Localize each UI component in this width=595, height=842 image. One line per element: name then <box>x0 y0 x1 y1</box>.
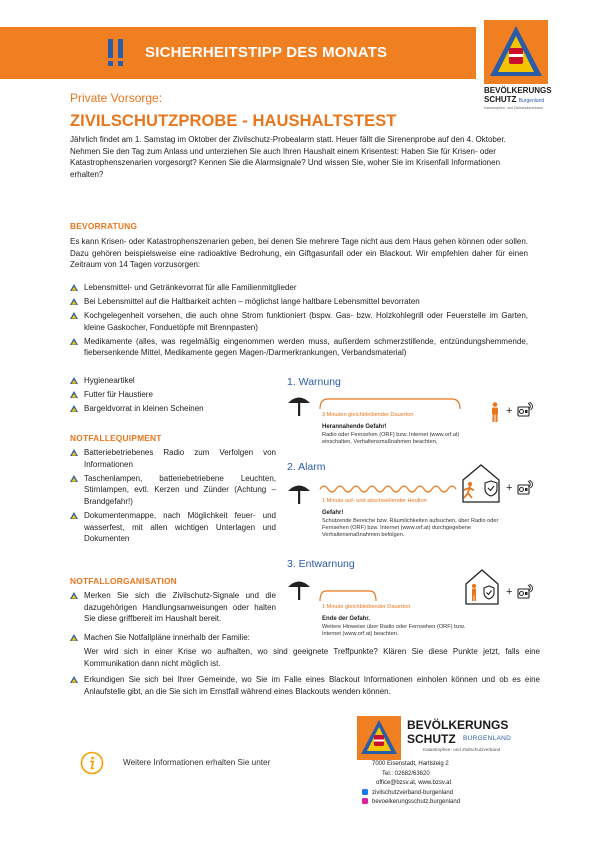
banner-title: SICHERHEITSTIPP DES MONATS <box>145 44 388 61</box>
logo-emblem <box>484 20 548 84</box>
bullet-triangle-icon <box>70 377 78 384</box>
siren-signals-diagram <box>284 372 534 642</box>
info-icon <box>80 751 104 775</box>
heading-notfallequipment: NOTFALLEQUIPMENT <box>70 433 162 443</box>
bullet-triangle-icon <box>70 312 78 319</box>
list-item: Dokumentenmappe, nach Möglichkeit feuer- und wasserfest, mit allen wichtigen Unterlagen und Dokumenten <box>70 510 276 545</box>
list-item: Machen Sie Notfallpläne innerhalb der Familie: <box>70 632 538 644</box>
logo-line1: BEVÖLKERUNGS <box>484 86 552 95</box>
bullet-triangle-icon <box>70 449 78 456</box>
plus-sign: + <box>506 586 513 598</box>
bullet-triangle-icon <box>70 338 78 345</box>
article-intro: Jährlich findet am 1. Samstag im Oktober der Zivilschutz-Probealarm statt. Heuer fällt die Sirenenprobe auf den 4. Oktober. Nehmen Sie den Tag zum Anlass und unterziehen Sie auch Ihren Haushalt einem Krisentest: Haben Sie für Krisen- oder Katastrophenszenarien vorgesorgt? Kennen Sie die Alarmsignale? Und wissen Sie, woher Sie im Krisenfall Informationen erhalten? <box>70 135 506 179</box>
list-item: Batteriebetriebenes Radio zum Verfolgen von Informationen <box>70 447 276 470</box>
signal-2-label: Gefahr! <box>322 510 344 516</box>
article-eyebrow: Private Vorsorge: <box>70 91 163 105</box>
signal-1-label: Herannahende Gefahr! <box>322 424 387 430</box>
signal-3-label: Ende der Gefahr. <box>322 616 371 622</box>
plus-sign: + <box>506 482 513 494</box>
instagram-link[interactable]: bevoelkerungsschutz.burgenland <box>362 798 522 808</box>
bullet-triangle-icon <box>70 298 78 305</box>
list-item: Bei Lebensmittel auf die Haltbarkeit achten – möglichst lange haltbare Lebensmittel bevorraten <box>70 296 528 308</box>
signal-3-desc: Weitere Hinweise über Radio oder Fernsehen (ORF) bzw. Internet (www.orf.at) beachten. <box>322 624 466 637</box>
list-item: Erkundigen Sie sich bei Ihrer Gemeinde, wo Sie im Falle eines Blackout Informationen einholen können und ob es eine Anlaufstelle gibt, an die Sie sich im Ernstfall während eines Blackouts wenden können. <box>70 674 540 697</box>
list-item: Bargeldvorrat in kleinen Scheinen <box>70 403 270 415</box>
signal-2-desc: Schützende Bereiche bzw. Räumlichkeiten aufsuchen, über Radio oder Fernsehen (ORF) bzw. Internet (www.orf.at) durchgegebene Verhaltensmaßnahmen befolgen. <box>322 518 499 538</box>
header-banner <box>0 27 476 79</box>
footer-logo-subtitle: Katastrophen- und Zivilschutzverband <box>423 747 501 752</box>
house-safe-icon <box>464 568 500 606</box>
house-shelter-icon <box>460 462 502 504</box>
equipment-list <box>70 447 276 547</box>
list-item: Medikamente (alles, was regelmäßig eingenommen werden muss, außerdem schmerzstillende, entzündungshemmende, fiebersenkende Mittel, Medikamente gegen Magen-/Darmerkrankungen, Verbandsmaterial) <box>70 336 528 359</box>
shield-triangle-icon <box>484 20 548 84</box>
bevorratung-text: Es kann Krisen- oder Katastrophenszenarien geben, bei denen Sie mehrere Tage nicht aus dem Haus gehen können oder sollen. Dazu gehören beispielsweise eine radioaktive Bedrohung, ein Giftgasunfall oder ein Blackout. Wir empfehlen daher für einen Zeitraum von 14 Tagen vorzusorgen: <box>70 237 528 270</box>
bullet-triangle-icon <box>70 405 78 412</box>
phone: Tel.: 02682/63620 <box>382 770 430 777</box>
heading-bevorratung: BEVORRATUNG <box>70 221 138 231</box>
siren-icon <box>287 482 311 504</box>
logo-emblem-icon <box>357 716 401 760</box>
footer-logo <box>357 716 517 760</box>
list-item: Merken Sie sich die Zivilschutz-Signale und die dazugehörigen Handlungsanweisungen oder halten Sie diese griffbereit im Haushalt bereit. <box>70 590 276 625</box>
signal-3-caption: 1 Minute gleichbleibender Dauerton <box>322 604 411 610</box>
bullet-triangle-icon <box>70 634 78 641</box>
signal-1-desc: Radio oder Fernsehen (ORF) bzw. Internet (www.orf.at) einschalten, Verhaltensmaßnahmen beachten. <box>322 432 460 445</box>
footer-logo-region: BURGENLAND <box>463 735 512 742</box>
siren-icon <box>287 578 311 600</box>
wailing-tone-graph <box>318 482 462 496</box>
steady-tone-graph <box>318 396 462 410</box>
footer-logo-line1: BEVÖLKERUNGS <box>407 718 509 732</box>
list-item: Taschenlampen, batteriebetriebene Leuchten, Stirnlampen, evtl. Kerzen und Zünder (Achtung – Brandgefahr!) <box>70 473 276 508</box>
bullet-triangle-icon <box>70 676 78 683</box>
logo-subtitle: Katastrophen- und Zivilschutzverband <box>484 106 543 110</box>
signal-3-title: 3. Entwarnung <box>287 558 355 570</box>
signal-2-title: 2. Alarm <box>287 461 326 473</box>
bullet-triangle-icon <box>70 284 78 291</box>
list-item: Hygieneartikel <box>70 375 270 387</box>
signal-1-title: 1. Warnung <box>287 376 341 388</box>
exclamation-icon <box>105 38 127 68</box>
organisation-continuation: Wer wird sich in einer Krise wo aufhalten, wo sind geeignete Treffpunkte? Klären Sie diese Punkte jetzt, falls eine Kommunikation dann nicht möglich ist. <box>84 647 540 668</box>
contact-block <box>362 760 522 808</box>
organisation-list-a <box>70 590 276 627</box>
signal-1-caption: 3 Minuten gleichbleibender Dauerton <box>322 412 414 418</box>
bevorratung-short-list <box>70 375 270 417</box>
article-title: ZIVILSCHUTZPROBE - HAUSHALTSTEST <box>70 112 397 130</box>
plus-sign: + <box>506 405 513 417</box>
bullet-triangle-icon <box>70 475 78 482</box>
facebook-link[interactable]: zivilschutzverband-burgenland <box>362 789 522 799</box>
logo-region: Burgenland <box>518 98 545 104</box>
list-item: Lebensmittel- und Getränkevorrat für alle Familienmitglieder <box>70 282 528 294</box>
logo-line2: SCHUTZ <box>484 95 517 104</box>
radio-icon <box>517 584 533 600</box>
facebook-icon <box>362 789 368 795</box>
steady-tone-graph <box>318 588 378 602</box>
bevorratung-list <box>70 282 528 362</box>
person-icon <box>490 402 500 422</box>
address: 7000 Eisenstadt, Hartlsteig 2 <box>372 761 449 767</box>
list-item: Kochgelegenheit vorsehen, die auch ohne Strom funktioniert (bspw. Gas- bzw. Holzkohlegrill oder Feuerstelle im Garten, kleine Gaskocher, Fonduetöpfe mit Brennpasten) <box>70 310 528 333</box>
bullet-triangle-icon <box>70 512 78 519</box>
siren-icon <box>287 394 311 416</box>
footer-logo-line2: SCHUTZ <box>407 732 456 746</box>
radio-icon <box>517 402 533 418</box>
list-item: Futter für Haustiere <box>70 389 270 401</box>
heading-notfallorganisation: NOTFALLORGANISATION <box>70 576 177 586</box>
bullet-triangle-icon <box>70 592 78 599</box>
signal-2-caption: 1 Minute auf- und abschwellender Heulton <box>322 498 427 504</box>
bullet-triangle-icon <box>70 391 78 398</box>
organization-logo <box>484 20 552 115</box>
email-link[interactable]: office@bzsv.at, www.bzsv.at <box>376 780 452 787</box>
instagram-icon <box>362 798 368 804</box>
radio-icon <box>517 480 533 496</box>
organisation-list-c <box>70 674 540 700</box>
more-info-text: Weitere Informationen erhalten Sie unter <box>123 758 271 767</box>
